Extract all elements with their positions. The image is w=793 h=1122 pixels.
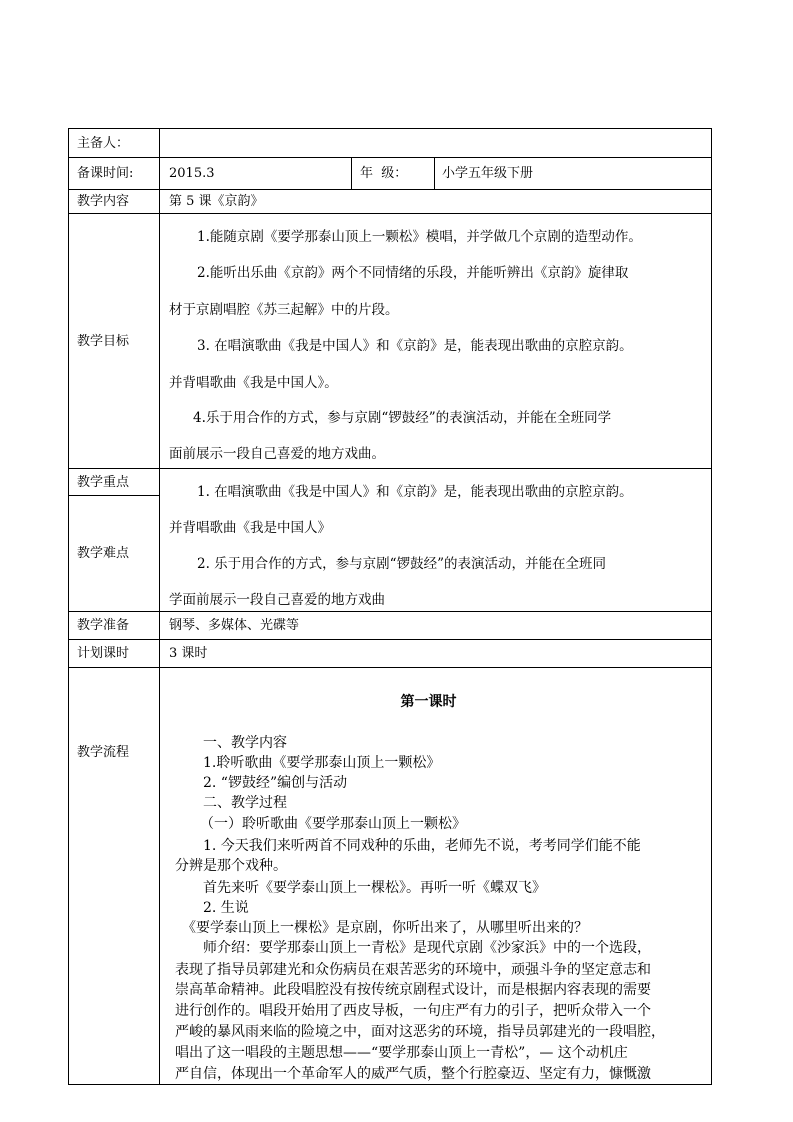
process-line-12: 表现了指导员郭建光和众伤病员在艰苦恶劣的环境中，顽强斗争的坚定意志和 [175, 962, 651, 978]
process-content-cell [159, 667, 712, 1085]
content-value-cell [159, 189, 712, 214]
hours-label-cell [68, 639, 160, 668]
key-points-label-cell [68, 468, 160, 496]
time-value: 2015.3 [169, 166, 215, 181]
key-points-label: 教学重点 [77, 474, 130, 490]
time-value-cell [159, 157, 352, 190]
prep-label-cell [68, 611, 160, 640]
process-line-13: 崇高革命精神。此段唱腔没有按传统京剧程式设计，而是根据内容表现的需要 [175, 982, 651, 998]
grade-value: 小学五年级下册 [442, 166, 534, 181]
process-line-15: 严峻的暴风雨来临的险境之中，面对这恶劣的环境，指导员郭建光的一段唱腔， [175, 1024, 665, 1040]
process-title: 第一课时 [400, 694, 457, 710]
goal-line-4: 3. 在唱演歌曲《我是中国人》和《京韵》是，能表现出歌曲的京腔京韵。 [197, 338, 633, 354]
process-line-4: 二、教学过程 [203, 795, 287, 811]
key-line-1: 1. 在唱演歌曲《我是中国人》和《京韵》是，能表现出歌曲的京腔京韵。 [197, 484, 633, 500]
process-label-cell [68, 667, 160, 1085]
process-line-14: 进行创作的。唱段开始用了西皮导板，一句庄严有力的引子，把听众带入一个 [175, 1003, 651, 1019]
process-line-7: 分辨是那个戏种。 [175, 858, 287, 874]
preparer-label-cell [68, 128, 160, 158]
process-line-3: 2. “锣鼓经”编创与活动 [203, 775, 348, 791]
prep-value-cell [159, 611, 712, 640]
goals-label: 教学目标 [77, 333, 130, 349]
process-line-10: 《要学泰山顶上一棵松》是京剧，你听出来了，从哪里听出来的？ [182, 920, 588, 936]
content-value: 第 5 课《京韵》 [169, 194, 264, 209]
goals-content-cell [159, 213, 712, 469]
prep-value: 钢琴、多媒体、光碟等 [169, 618, 300, 633]
hours-label: 计划课时 [77, 646, 130, 661]
grade-label-cell [351, 157, 435, 190]
goal-line-7: 面前展示一段自己喜爱的地方戏曲。 [169, 446, 385, 462]
difficulty-label-cell [68, 495, 160, 612]
goal-line-5: 并背唱歌曲《我是中国人》。 [169, 375, 338, 391]
goal-line-1: 1.能随京剧《要学那泰山顶上一颗松》模唱，并学做几个京剧的造型动作。 [197, 229, 642, 245]
goal-line-3: 材于京剧唱腔《苏三起解》中的片段。 [169, 302, 399, 318]
content-label-cell [68, 189, 160, 214]
prep-label: 教学准备 [77, 618, 130, 633]
goal-line-6: 4.乐于用合作的方式，参与京剧“锣鼓经”的表演活动，并能在全班同学 [193, 410, 612, 426]
difficulty-label: 教学难点 [77, 546, 130, 561]
preparer-label: 主备人： [77, 135, 130, 151]
process-line-9: 2. 生说 [203, 900, 249, 916]
process-line-11: 师介绍：要学那泰山顶上一青松》是现代京剧《沙家浜》中的一个选段， [203, 940, 651, 956]
time-label-cell [68, 157, 160, 190]
preparer-value-cell [159, 128, 712, 158]
process-label: 教学流程 [77, 745, 130, 760]
content-label: 教学内容 [77, 194, 130, 209]
process-line-17: 严自信，体现出一个革命军人的威严气质，整个行腔豪迈、坚定有力，慷慨激 [175, 1066, 651, 1082]
process-line-8: 首先来听《要学泰山顶上一棵松》。再听一听《蝶双飞》 [203, 880, 546, 896]
key-line-4: 学面前展示一段自己喜爱的地方戏曲 [169, 592, 385, 608]
grade-value-cell [434, 157, 712, 190]
process-line-16: 唱出了这一唱段的主题思想——“要学那泰山顶上一青松”，— 这个动机庄 [175, 1045, 628, 1061]
hours-value: 3 课时 [169, 646, 208, 661]
process-line-1: 一、教学内容 [203, 735, 287, 751]
process-line-2: 1.聆听歌曲《要学那泰山顶上一颗松》 [203, 755, 441, 771]
grade-label: 年 级： [360, 166, 408, 181]
key-line-3: 2. 乐于用合作的方式，参与京剧“锣鼓经”的表演活动，并能在全班同 [197, 556, 606, 572]
hours-value-cell [159, 639, 712, 668]
process-line-5: （一）聆听歌曲《要学那泰山顶上一颗松》 [200, 816, 466, 832]
goal-line-2: 2.能听出乐曲《京韵》两个不同情绪的乐段，并能听辨出《京韵》旋律取 [197, 265, 629, 281]
time-label: 备课时间: [77, 166, 134, 181]
goals-label-cell [68, 213, 160, 469]
process-line-6: 1. 今天我们来听两首不同戏种的乐曲，老师先不说，考考同学们能不能 [203, 838, 641, 854]
key-points-content-cell [159, 468, 712, 612]
key-line-2: 并背唱歌曲《我是中国人》 [169, 520, 331, 536]
